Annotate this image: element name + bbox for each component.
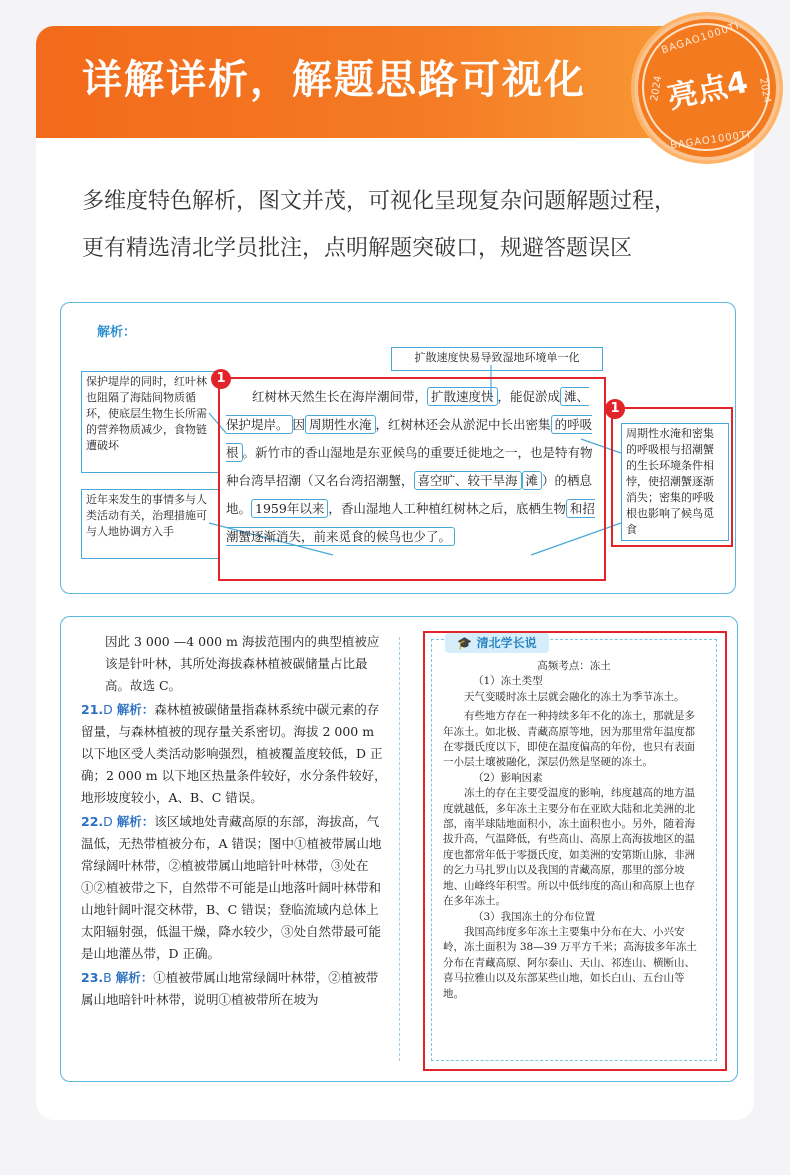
- tips-para-2: 有些地方存在一种持续多年不化的冻土，那就是多年冻土。如北极、青藏高原等地，因为那里常年温度都在零摄氏度以下，即使在温度偏高的年份，也只有表面一小层土壤被融化，深层仍然是坚硬的冻土。: [443, 710, 695, 769]
- passage-text: [226, 383, 596, 551]
- tips-tag: [445, 633, 549, 653]
- passage-seg: ，红树林还会从淤泥中长出密集: [375, 417, 551, 432]
- description-line-2: 更有精选清北学员批注，点明解题突破口，规避答题误区: [82, 236, 633, 261]
- analysis-label: 解析：: [116, 814, 155, 829]
- highlight-since-1959: 1959年以来: [251, 499, 328, 518]
- marker-1: 1: [211, 369, 231, 389]
- badge-year-right: 2024: [757, 77, 773, 104]
- graduation-cap-icon: 🎓: [457, 636, 473, 650]
- highlight-periodic-flood: 周期性水淹: [305, 415, 376, 434]
- tips-para-4: 我国高纬度多年冻土主要集中分布在大、小兴安岭，冻土面积为 38—39 万平方千米；高海拔多年冻土分布在青藏高原、阿尔泰山、天山、祁连山、横断山、喜马拉雅山以及东部某些山地，如长白山、五台山等地。: [443, 925, 697, 1000]
- badge-ring-text-bottom: BAGAO1000TI: [669, 129, 752, 152]
- question-text: ①植被带属山地常绿阔叶林带，②植被带属山地暗针叶林带，说明①植被带所在坡为: [81, 970, 379, 1007]
- answers-column: [81, 631, 387, 1011]
- question-number: 23.: [81, 970, 104, 985]
- question-21: [81, 699, 387, 809]
- description-line-1: 多维度特色解析，图文并茂，可视化呈现复杂问题解题过程，: [82, 189, 677, 214]
- tips-para-1: 天气变暖时冻土层就会融化的冻土为季节冻土。: [464, 690, 685, 703]
- annotation-left-1: 保护堤岸的同时，红叶林也阻隔了海陆间物质循环，使底层生物生长所需的营养物质减少，食物链遭破坏: [81, 371, 219, 473]
- annotation-top: 扩散速度快易导致湿地环境单一化: [391, 347, 603, 371]
- tips-para-3: 冻土的存在主要受温度的影响，纬度越高的地方温度就越低，多年冻土主要分布在亚欧大陆和北美洲的北部，南半球陆地面积小，冻土面积也小。另外，随着海拔升高，气温降低，有些高山、高原上高海拔地区的温度也都常年低于零摄氏度，如美洲的安第斯山脉，非洲的乞力马扎罗山以及我国的青藏高原，那里的部分坡地、山峰终年积雪。所以中低纬度的高山和高原上也存在多年冻土。: [443, 787, 695, 908]
- question-answer: B: [103, 970, 112, 985]
- analysis-label: 解析：: [116, 702, 155, 717]
- question-22: [81, 811, 387, 965]
- banner-title: 详解详析，解题思路可视化: [82, 57, 586, 103]
- badge-ring-text-top: BAGAO1000TI: [660, 20, 742, 57]
- tips-heading: 高频考点：冻土: [537, 660, 611, 672]
- analysis-panel: [60, 302, 736, 594]
- marker-2: 1: [605, 399, 625, 419]
- passage-seg: ）的栖息地。: [226, 473, 593, 516]
- question-answer: D: [103, 814, 113, 829]
- passage-seg: ，香山湿地人工种植红树林之后，底栖生物: [328, 501, 566, 516]
- analysis-label: 解析：: [115, 970, 154, 985]
- passage-seg: ，能促淤成: [497, 389, 561, 404]
- tips-sub-1: （1）冻土类型: [473, 675, 543, 688]
- highlight-spread-speed: 扩散速度快: [427, 387, 498, 406]
- badge-year-left: 2024: [649, 75, 665, 102]
- highlight-badge: [631, 12, 783, 164]
- column-divider: [399, 637, 400, 1061]
- tips-sub-3: （3）我国冻土的分布位置: [473, 910, 596, 923]
- tips-sub-2: （2）影响因素: [473, 771, 543, 784]
- question-number: 22.: [81, 814, 104, 829]
- highlight-crabs-disappear: 和招潮蟹逐渐消失，前来觅食的候鸟也少了。: [226, 501, 595, 544]
- answer-panel: [60, 616, 738, 1082]
- passage-seg: 。新竹市的香山湿地是东亚候鸟的重要迁徙地之一，也是特有物种台湾旱招潮（又名台湾招潮蟹，: [226, 445, 593, 488]
- tips-text: [443, 659, 705, 1002]
- question-number: 21.: [81, 702, 104, 717]
- annotation-left-2: 近年来发生的事情多与人类活动有关，治理措施可与人地协调方入手: [81, 489, 219, 559]
- passage-seg: 红树林天然生长在海岸潮间带，: [252, 389, 428, 404]
- analysis-title: 解析：: [97, 325, 137, 340]
- annotation-right: 周期性水淹和密集的呼吸根与招潮蟹的生长环境条件相悖，使招潮蟹逐渐消失；密集的呼吸根也影响了候鸟觅食: [621, 423, 729, 541]
- highlight-beach: 滩: [522, 471, 543, 490]
- passage-seg: 因: [292, 417, 306, 432]
- highlight-breathing-roots: 的呼吸根: [226, 417, 593, 460]
- highlight-protect-bank: 滩、保护堤岸。: [226, 389, 590, 432]
- answer-intro: 因此 3 000 —4 000 m 海拔范围内的典型植被应该是针叶林，其所处海拔森林植被碳储量占比最高。故选 C。: [105, 634, 380, 693]
- question-text: 该区域地处青藏高原的东部，海拔高，气温低，无热带植被分布，A 错误；图中①植被带属山地常绿阔叶林带，②植被带属山地暗针叶林带，③处在①②植被带之下，自然带不可能是山地落叶阔叶林带和山地针阔叶混交林带，B、C 错误；登临流域内总体上太阳辐射强，低温干燥，降水较少，③处自然带最可能是山地灌丛带，D 正确。: [81, 814, 382, 961]
- question-answer: D: [103, 702, 113, 717]
- tips-tag-label: 清北学长说: [476, 636, 537, 650]
- question-23: [81, 967, 387, 1011]
- highlight-habitat: 喜空旷、较干旱海: [414, 471, 522, 490]
- badge-label: 亮点4: [664, 64, 751, 116]
- question-text: 森林植被碳储量指森林系统中碳元素的存留量，与森林植被的现存量关系密切。海拔 2 000 m 以下地区受人类活动影响强烈，植被覆盖度较低，D 正确；2 000 m 以下地区热量条件较好，水分条件较好，地形坡度较小，A、B、C 错误。: [81, 702, 387, 805]
- feature-card: [36, 26, 754, 1120]
